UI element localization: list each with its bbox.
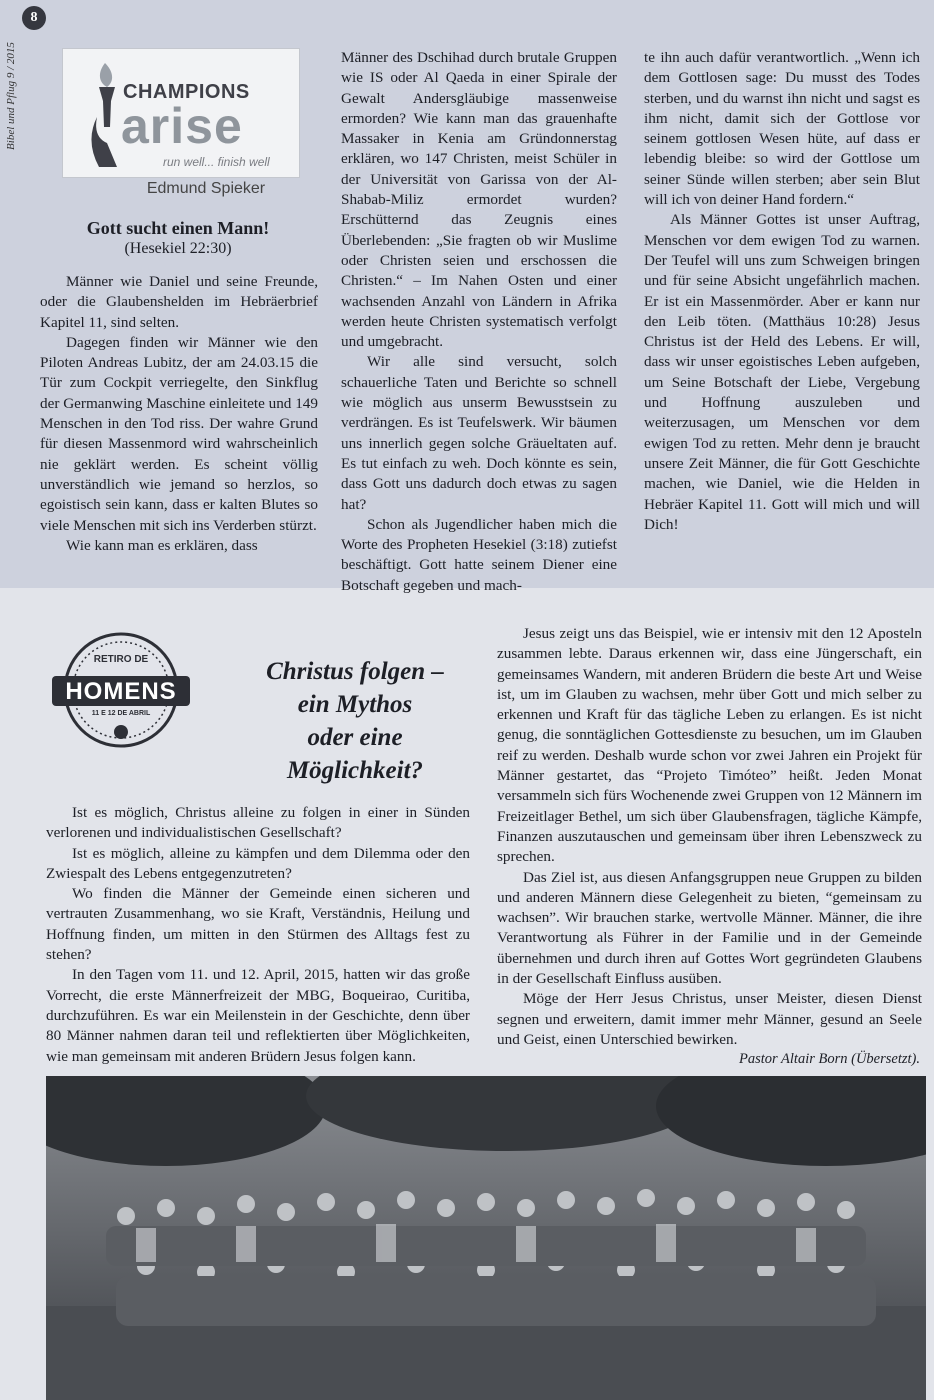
- article1-column-3: [644, 48, 920, 535]
- retiro-de-homens-logo: [46, 628, 196, 758]
- paragraph: Ist es möglich, Christus alleine zu folgen in einer in Sünden verlorenen und individualistischen Gesellschaft?: [46, 804, 470, 842]
- logo-top-text: RETIRO DE: [93, 654, 149, 665]
- paragraph: Männer des Dschihad durch brutale Gruppen wie IS oder Al Qaeda in einer Spirale der Gewalt Andersgläubige massenweise ermorden? Wie kann man das grauenhafte Massaker in Kenia am Gründonnerstag erklären, wo 147 Christen, meist Schüler in der Universität von Garissa von der Al-Shabab-Miliz ermordet wurden? Erschütternd das Zeugnis eines Überlebenden: „Sie fragten ob wir Muslime oder Christen seien und erschossen die Christen.“ – Im Nahen Osten und einer wachsenden Anzahl von Ländern in Afrika werden heute Christen systematisch verfolgt und umgebracht.: [341, 49, 617, 351]
- group-photo: [46, 1076, 926, 1400]
- article1-column-2: [341, 48, 617, 596]
- paragraph: Männer wie Daniel und seine Freunde, oder die Glaubenshelden im Hebräerbrief Kapitel 11, sind selten.: [40, 273, 318, 331]
- title-line: Möglichkeit?: [286, 757, 424, 784]
- paragraph: Wie kann man es erklären, dass: [66, 536, 258, 554]
- logo-line1: CHAMPIONS: [123, 81, 250, 103]
- paragraph: Das Ziel ist, aus diesen Anfangsgruppen neue Gruppen zu bilden und anderen Männern diese Gelegenheit zu bieten, “gemeinsam zu wachsen”. Wir brauchen starke, wertvolle Männer. Männer, die ihre Verantwortung als Führer in der Familie und in der Gemeinde übernehmen und durch ihren auf Gottes Wort gegründeten Glaubens in der Gesellschaft Einfluss ausüben.: [497, 868, 922, 988]
- paragraph: Dagegen finden wir Männer wie den Piloten Andreas Lubitz, der am 24.03.15 die Tür zum Cockpit verriegelte, den Sinkflug der Germanwing Maschine einleitete und 149 Menschen in den Tod riss. Der wahre Grund für diesen Massenmord wird wahrscheinlich nie geklärt werden. Es scheint völlig unverständlich wie jemand so herzlos, so egoistisch sein kann, dass er kalten Blutes so viele Menschen mit sich ins Verderben stürzt.: [40, 333, 318, 534]
- paragraph: Jesus zeigt uns das Beispiel, wie er intensiv mit den 12 Aposteln zusammen lebte. Daraus erkennen wir, dass eine Jüngerschaft, ein gemeinsames Wandern, mit anderen Brüdern die beste Art und Weise ist, um im Glauben zu wachsen, mehr über Gott und mich selber zu erkennen und Kraft für das tägliche Leben zu erlangen. Es ist nicht genug, die sonntäglichen Gottesdienste zu besuchen, um im Glauben reif zu werden. Deshalb wurde schon vor zwei Jahren ein Projekt für Männer gestartet, das “Projeto Timóteo” heißt. Jeden Monat versammeln sich fürs Wochenende zwei Gruppen von 12 Männern im Freizeitlager Bethel, um sich über Glaubensfragen, tägliche Kämpfe, Finanzen auszutauschen und gemeinsam über ihren Lebenszweck zu sprechen.: [497, 625, 922, 866]
- page-number: 8: [22, 6, 46, 30]
- paragraph: Wo finden die Männer der Gemeinde einen sicheren und vertrauten Zusammenhang, wo sie Kraft, Verständnis, Heilung und Hoffnung finden, um mitten in den Stürmen des Alltags fest zu stehen?: [46, 885, 470, 964]
- paragraph: Als Männer Gottes ist unser Auftrag, Menschen vor dem ewigen Tod zu warnen. Der Teufel will uns zum Schweigen bringen und für seine Absicht ungefährlich machen. Er ist ein Massenmörder. Aber er kann nur den Leib töten. (Matthäus 10:28) Jesus Christus ist der Held des Lebens. Er will, dass wir unser egoistisches Leben aufgeben, um Seine Botschaft der Liebe, Vergebung und Hoffnung auszuleben und weiterzusagen, um Menschen vor dem ewigen Tod zu retten. Mehr denn je braucht unsere Zeit Männer, die für Gott Geschichte machen, wie Daniel, wie die Helden in Hebräer Kapitel 11. Gott will mich und will Dich!: [644, 211, 920, 533]
- logo-date-text: 11 E 12 DE ABRIL: [91, 710, 151, 717]
- group-photo-image: [46, 1076, 926, 1400]
- title-line: ein Mythos: [297, 691, 413, 718]
- title-line: oder eine: [307, 724, 403, 751]
- paragraph: In den Tagen vom 11. und 12. April, 2015, hatten wir das große Vorrecht, die erste Männerfreizeit der MBG, Boqueirao, Curitiba, durchzuführen. Es war ein Meilenstein in der Geschichte, denn über 80 Männer nahmen daran teil und reflektierten über Möglichkeiten, wie man gemeinsam mit anderen Brüdern Jesus folgen kann.: [46, 966, 470, 1065]
- paragraph: te ihn auch dafür verantwortlich. „Wenn ich dem Gottlosen sage: Du musst des Todes sterben, und du warnst ihn nicht und sagst es ihm nicht, damit sich der Gottlose vor seinem gottlosen Wesen hüte, auf dass er lebendig bleibe: so wird der Gottlose um seiner Sünde willen sterben; aber sein Blut will ich von deiner Hand fordern.“: [644, 49, 920, 209]
- paragraph: Ist es möglich, alleine zu kämpfen und dem Dilemma oder den Zwiespalt des Lebens entgegenzutreten?: [46, 844, 470, 882]
- article1-reference: (Hesekiel 22:30): [124, 240, 232, 257]
- title-line: Christus folgen –: [266, 658, 444, 685]
- article2-title: [220, 655, 490, 787]
- magazine-issue-label: Bibel und Pflug 9 / 2015: [5, 42, 17, 150]
- article1-author: Edmund Spieker: [146, 180, 266, 197]
- article1-title: Gott sucht einen Mann!: [86, 218, 270, 238]
- paragraph: Wir alle sind versucht, solch schauerliche Taten und Berichte so schnell wie möglich aus unserm Bewusstsein zu verdrängen. Es ist Teufelswerk. Wir bäumen uns innerlich gegen solche Gräueltaten auf. Es tut einfach zu weh. Doch könnte es sein, dass Gott uns dadurch doch etwas zu sagen hat?: [341, 353, 617, 513]
- logo-tagline: run well... finish well: [163, 155, 270, 169]
- article2-right-column: [497, 624, 922, 1050]
- article1-column-1: [40, 272, 318, 556]
- paragraph: Schon als Jugendlicher haben mich die Worte des Propheten Hesekiel (3:18) zutiefst beschäftigt. Gott hatte seinem Diener eine Botschaft gegeben und mach-: [341, 515, 617, 594]
- article2-left-column: [46, 803, 470, 1067]
- paragraph: Möge der Herr Jesus Christus, unser Meister, diesen Dienst segnen und erweitern, damit immer mehr Männer, gesund an Seele und Geist, einen Unterschied bewirken.: [497, 990, 922, 1048]
- logo-line2: arise: [121, 98, 243, 154]
- article2-signature: Pastor Altair Born (Übersetzt).: [739, 1051, 920, 1067]
- champions-arise-logo: [62, 48, 300, 178]
- logo-main-text: HOMENS: [65, 678, 177, 705]
